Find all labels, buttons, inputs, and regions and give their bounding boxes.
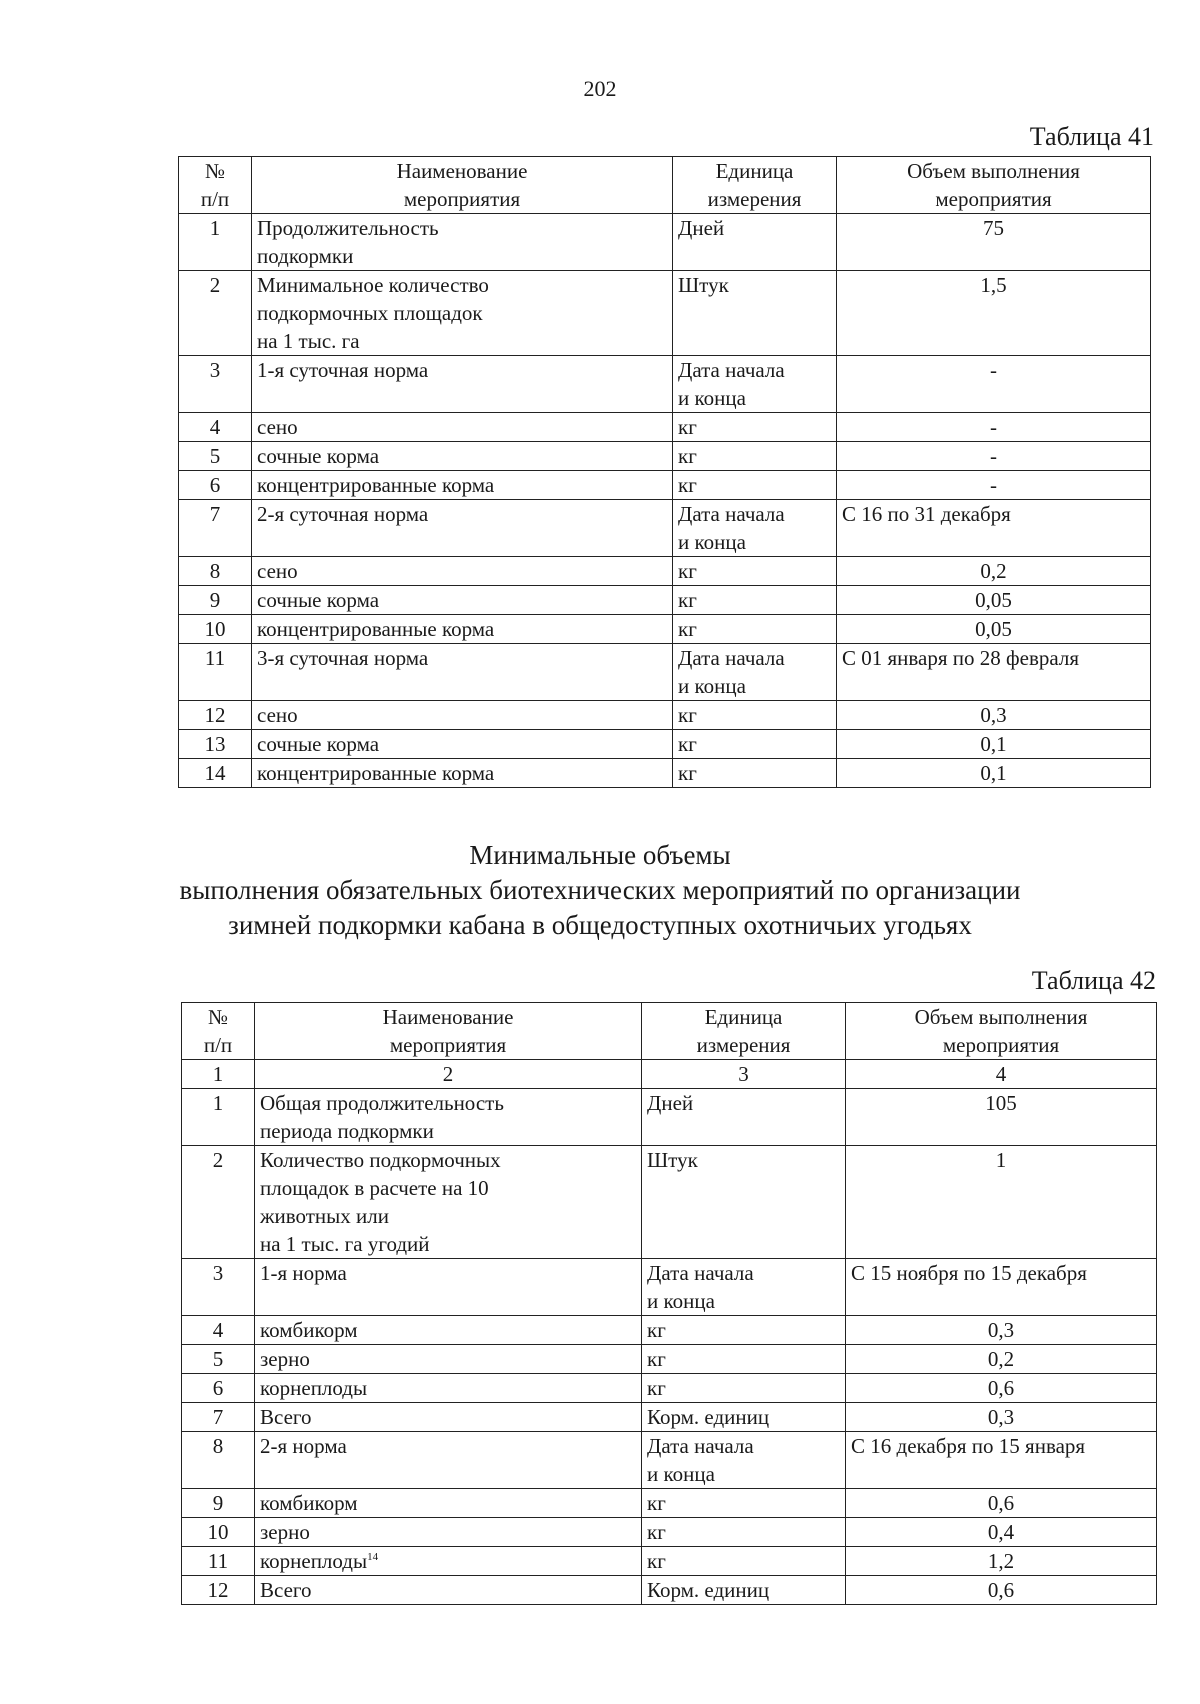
row-unit: кг [642, 1518, 846, 1547]
row-num: 11 [179, 644, 252, 701]
table-row [179, 214, 1151, 271]
row-unit: кг [642, 1316, 846, 1345]
table-row [182, 1432, 1157, 1489]
row-unit: Дата начала и конца [673, 356, 837, 413]
table-row [182, 1576, 1157, 1605]
row-value: 1,2 [846, 1547, 1157, 1576]
column-number: 4 [846, 1060, 1157, 1089]
table-41-caption: Таблица 41 [1029, 122, 1154, 151]
row-num: 5 [179, 442, 252, 471]
row-value: С 16 декабря по 15 января [846, 1432, 1157, 1489]
header-name: Наименование мероприятия [252, 157, 673, 214]
row-value: 0,3 [846, 1316, 1157, 1345]
row-name: сочные корма [252, 730, 673, 759]
page-number: 202 [583, 76, 617, 101]
row-value: - [837, 413, 1151, 442]
column-number: 2 [255, 1060, 642, 1089]
row-num: 4 [182, 1316, 255, 1345]
row-value: 0,6 [846, 1489, 1157, 1518]
footnote-marker: 14 [367, 1551, 379, 1563]
table-42 [181, 1002, 1157, 1605]
row-num: 8 [182, 1432, 255, 1489]
header-volume: Объем выполнения мероприятия [837, 157, 1151, 214]
table-row [182, 1316, 1157, 1345]
row-num: 2 [179, 271, 252, 356]
header-num: № п/п [179, 157, 252, 214]
table-row [179, 442, 1151, 471]
row-num: 4 [179, 413, 252, 442]
row-value: - [837, 356, 1151, 413]
table-row [179, 644, 1151, 701]
row-num: 12 [179, 701, 252, 730]
row-value: 0,2 [837, 557, 1151, 586]
row-unit: кг [673, 471, 837, 500]
table-header-row [182, 1003, 1157, 1060]
row-num: 6 [179, 471, 252, 500]
row-name: сено [252, 413, 673, 442]
row-unit: кг [673, 759, 837, 788]
row-name: корнеплоды$^{14}$ [255, 1547, 642, 1576]
row-name: Продолжительность подкормки [252, 214, 673, 271]
row-unit: Дней [673, 214, 837, 271]
row-name: концентрированные корма [252, 759, 673, 788]
table-row [182, 1403, 1157, 1432]
row-unit: Корм. единиц [642, 1576, 846, 1605]
row-name: Минимальное количество подкормочных площадок на 1 тыс. га [252, 271, 673, 356]
row-num: 10 [182, 1518, 255, 1547]
row-value: С 15 ноября по 15 декабря [846, 1259, 1157, 1316]
header-unit: Единица измерения [642, 1003, 846, 1060]
row-num: 3 [182, 1259, 255, 1316]
header-num: № п/п [182, 1003, 255, 1060]
row-unit: Корм. единиц [642, 1403, 846, 1432]
row-unit: кг [642, 1345, 846, 1374]
row-name: 1-я норма [255, 1259, 642, 1316]
row-value: 105 [846, 1089, 1157, 1146]
table-row [182, 1374, 1157, 1403]
row-value: С 16 по 31 декабря [837, 500, 1151, 557]
row-unit: кг [642, 1374, 846, 1403]
row-value: 0,3 [846, 1403, 1157, 1432]
row-name: 2-я норма [255, 1432, 642, 1489]
row-value: 0,05 [837, 586, 1151, 615]
header-unit: Единица измерения [673, 157, 837, 214]
row-unit: кг [642, 1489, 846, 1518]
row-unit: Дата начала и конца [673, 644, 837, 701]
row-num: 8 [179, 557, 252, 586]
table-row [182, 1345, 1157, 1374]
row-num: 5 [182, 1345, 255, 1374]
row-value: 0,1 [837, 730, 1151, 759]
row-name: 1-я суточная норма [252, 356, 673, 413]
row-num: 9 [179, 586, 252, 615]
column-number: 1 [182, 1060, 255, 1089]
row-unit: кг [673, 557, 837, 586]
row-name: сочные корма [252, 442, 673, 471]
table-row [179, 557, 1151, 586]
table-row [179, 586, 1151, 615]
row-num: 7 [179, 500, 252, 557]
row-name: зерно [255, 1518, 642, 1547]
row-unit: кг [673, 586, 837, 615]
column-number: 3 [642, 1060, 846, 1089]
row-value: 0,6 [846, 1374, 1157, 1403]
row-num: 12 [182, 1576, 255, 1605]
row-value: 0,2 [846, 1345, 1157, 1374]
row-unit: кг [673, 701, 837, 730]
row-name: концентрированные корма [252, 615, 673, 644]
row-name: концентрированные корма [252, 471, 673, 500]
column-numbers-row [182, 1060, 1157, 1089]
table-row [182, 1146, 1157, 1259]
row-unit: Штук [673, 271, 837, 356]
table-row [182, 1547, 1157, 1576]
row-num: 11 [182, 1547, 255, 1576]
section-heading-line-1: Минимальные объемы [469, 840, 731, 870]
row-value: 0,4 [846, 1518, 1157, 1547]
table-row [179, 471, 1151, 500]
row-num: 6 [182, 1374, 255, 1403]
row-name: 2-я суточная норма [252, 500, 673, 557]
row-value: 0,6 [846, 1576, 1157, 1605]
row-name: сено [252, 557, 673, 586]
row-name: сочные корма [252, 586, 673, 615]
row-value: - [837, 442, 1151, 471]
row-value: 75 [837, 214, 1151, 271]
table-42-caption: Таблица 42 [1031, 966, 1156, 995]
table-row [179, 500, 1151, 557]
row-name: комбикорм [255, 1316, 642, 1345]
row-num: 10 [179, 615, 252, 644]
table-row [179, 701, 1151, 730]
row-num: 13 [179, 730, 252, 759]
row-num: 1 [182, 1089, 255, 1146]
row-unit: Дата начала и конца [673, 500, 837, 557]
table-row [179, 271, 1151, 356]
row-name: Всего [255, 1576, 642, 1605]
row-name: Количество подкормочных площадок в расчете на 10 животных или на 1 тыс. га угодий [255, 1146, 642, 1259]
table-row [182, 1489, 1157, 1518]
row-unit: кг [673, 730, 837, 759]
row-name: Общая продолжительность периода подкормки [255, 1089, 642, 1146]
row-unit: Дней [642, 1089, 846, 1146]
row-value: 0,1 [837, 759, 1151, 788]
row-value: 0,3 [837, 701, 1151, 730]
row-value: - [837, 471, 1151, 500]
row-name: сено [252, 701, 673, 730]
row-name: корнеплоды [255, 1374, 642, 1403]
table-row [179, 730, 1151, 759]
row-value: С 01 января по 28 февраля [837, 644, 1151, 701]
row-unit: Дата начала и конца [642, 1432, 846, 1489]
header-volume: Объем выполнения мероприятия [846, 1003, 1157, 1060]
table-41-body [179, 157, 1151, 788]
row-name: зерно [255, 1345, 642, 1374]
row-unit: Штук [642, 1146, 846, 1259]
row-num: 3 [179, 356, 252, 413]
row-num: 1 [179, 214, 252, 271]
table-41 [178, 156, 1151, 788]
row-name: Всего [255, 1403, 642, 1432]
table-42-body [182, 1003, 1157, 1605]
row-num: 14 [179, 759, 252, 788]
row-value: 1,5 [837, 271, 1151, 356]
header-name: Наименование мероприятия [255, 1003, 642, 1060]
row-value: 1 [846, 1146, 1157, 1259]
row-num: 7 [182, 1403, 255, 1432]
table-header-row [179, 157, 1151, 214]
table-row [179, 356, 1151, 413]
table-row [182, 1089, 1157, 1146]
section-heading-line-3: зимней подкормки кабана в общедоступных охотничьих угодьях [228, 910, 972, 940]
row-name: 3-я суточная норма [252, 644, 673, 701]
row-unit: кг [673, 615, 837, 644]
table-row [182, 1259, 1157, 1316]
row-unit: кг [642, 1547, 846, 1576]
table-row [182, 1518, 1157, 1547]
row-name: комбикорм [255, 1489, 642, 1518]
row-unit: кг [673, 442, 837, 471]
row-unit: кг [673, 413, 837, 442]
section-heading [0, 838, 1200, 943]
row-num: 9 [182, 1489, 255, 1518]
table-row [179, 615, 1151, 644]
row-value: 0,05 [837, 615, 1151, 644]
section-heading-line-2: выполнения обязательных биотехнических мероприятий по организации [179, 875, 1021, 905]
table-row [179, 413, 1151, 442]
table-row [179, 759, 1151, 788]
row-unit: Дата начала и конца [642, 1259, 846, 1316]
row-num: 2 [182, 1146, 255, 1259]
